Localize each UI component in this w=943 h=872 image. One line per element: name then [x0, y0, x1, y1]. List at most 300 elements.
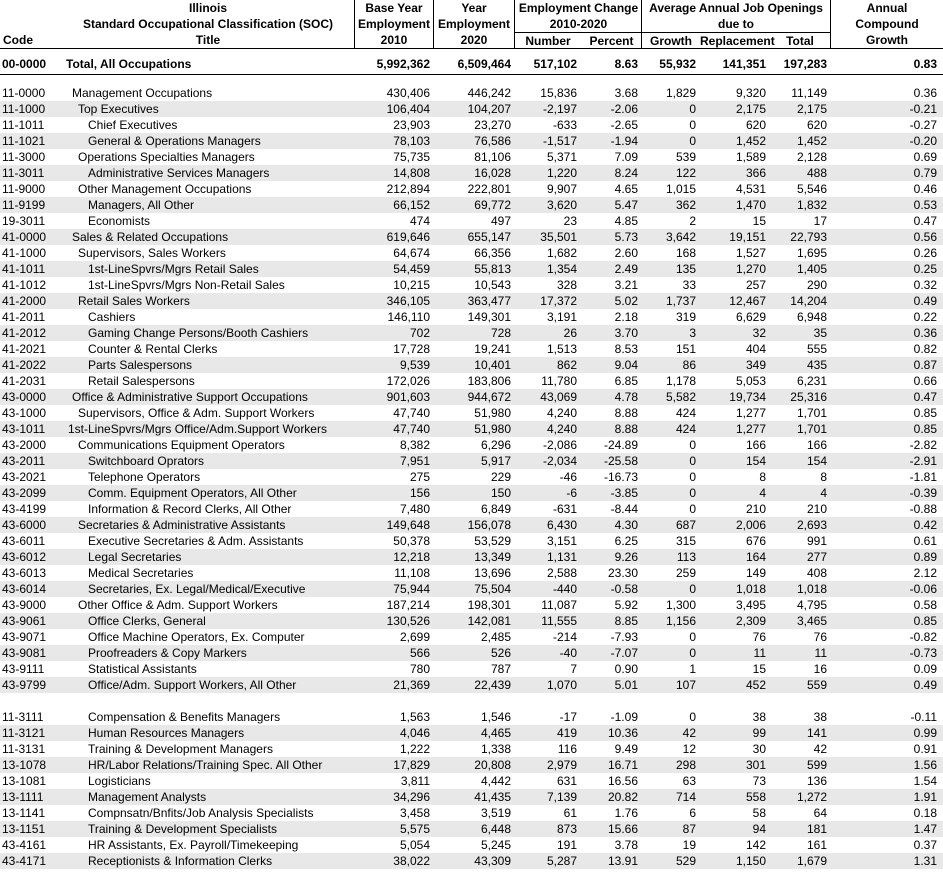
acg-label-1: Annual	[866, 1, 908, 15]
table-row	[0, 245, 943, 261]
table-row	[0, 357, 943, 373]
cell-pct: 7.09	[614, 150, 638, 164]
cell-proj: 229	[490, 470, 511, 484]
cell-acg: 0.49	[913, 678, 937, 692]
cell-chg: 5,371	[546, 150, 577, 164]
cell-chg: 116	[557, 742, 577, 756]
occupation-title-cell: Gaming Change Persons/Booth Cashiers	[88, 326, 309, 340]
table-row	[0, 213, 943, 229]
cell-growth: 3	[689, 326, 696, 340]
cell-chg: 26	[563, 326, 577, 340]
cell-chg: 631	[556, 774, 577, 788]
cell-chg: 1,220	[546, 166, 577, 180]
cell-base: 1,222	[399, 742, 430, 756]
cell-base: 780	[409, 662, 430, 676]
cell-repl: 12,467	[729, 294, 766, 308]
cell-growth: 122	[675, 166, 696, 180]
table-row	[0, 405, 943, 421]
table-row	[0, 277, 943, 293]
cell-growth: 0	[689, 710, 696, 724]
cell-chg: 3,151	[546, 534, 577, 548]
total-replacement: 141,351	[722, 57, 766, 71]
occupation-title-cell: Other Office & Adm. Support Workers	[78, 598, 278, 612]
change-label-1: Employment Change	[518, 1, 639, 15]
cell-base: 10,215	[393, 278, 430, 292]
soc-code-cell: 13-1111	[2, 790, 44, 804]
cell-base: 2,699	[399, 630, 430, 644]
cell-pct: -1.09	[610, 710, 638, 724]
cell-chg: 7,139	[546, 790, 577, 804]
cell-pct: 10.36	[607, 726, 638, 740]
cell-tot: 2,693	[796, 518, 827, 532]
cell-repl: 1,470	[735, 198, 766, 212]
openings-growth-label: Growth	[650, 34, 692, 48]
base-year-label-3: 2010	[380, 33, 408, 47]
cell-repl: 4,531	[735, 182, 766, 196]
table-row	[0, 549, 943, 565]
cell-proj: 66,356	[474, 246, 511, 260]
cell-acg: 0.91	[913, 742, 937, 756]
cell-acg: -0.39	[909, 486, 937, 500]
cell-chg: 1,354	[546, 262, 577, 276]
soc-code-cell: 41-2000	[2, 294, 47, 308]
cell-repl: 257	[745, 278, 766, 292]
cell-base: 172,026	[386, 374, 430, 388]
occupation-title-cell: Other Management Occupations	[78, 182, 252, 196]
proj-year-header	[433, 0, 514, 48]
cell-growth: 3,642	[665, 230, 696, 244]
total-base: 5,992,362	[376, 57, 430, 71]
cell-pct: -8.44	[610, 502, 638, 516]
table-row	[0, 149, 943, 165]
cell-chg: 2,588	[546, 566, 577, 580]
cell-chg: 4,240	[546, 422, 577, 436]
cell-repl: 4	[759, 486, 766, 500]
cell-pct: -1.94	[610, 134, 638, 148]
total-change: 517,102	[533, 57, 577, 71]
cell-chg: 23	[563, 214, 577, 228]
soc-code-cell: 41-2031	[2, 374, 47, 388]
cell-proj: 222,801	[467, 182, 511, 196]
cell-base: 54,459	[393, 262, 430, 276]
cell-tot: 991	[806, 534, 827, 548]
cell-chg: 3,620	[546, 198, 577, 212]
cell-acg: 0.85	[913, 422, 937, 436]
cell-growth: 424	[675, 422, 696, 436]
cell-growth: 0	[689, 486, 696, 500]
cell-repl: 1,527	[735, 246, 766, 260]
cell-chg: 1,131	[546, 550, 577, 564]
cell-growth: 1,156	[665, 614, 696, 628]
cell-chg: -46	[559, 470, 577, 484]
cell-repl: 142	[745, 838, 766, 852]
occupation-title-cell: Office Machine Operators, Ex. Computer	[88, 630, 305, 644]
table-row	[0, 389, 943, 405]
cell-repl: 1,018	[735, 582, 766, 596]
cell-base: 130,526	[386, 614, 430, 628]
table-row	[0, 517, 943, 533]
cell-growth: 168	[675, 246, 696, 260]
cell-proj: 51,980	[474, 406, 511, 420]
cell-acg: 1.91	[913, 790, 937, 804]
cell-acg: -0.82	[909, 630, 937, 644]
cell-base: 5,054	[399, 838, 430, 852]
cell-tot: 277	[806, 550, 827, 564]
cell-repl: 76	[752, 630, 766, 644]
cell-acg: 0.89	[913, 550, 937, 564]
cell-repl: 164	[745, 550, 766, 564]
cell-base: 3,811	[400, 774, 430, 788]
openings-total-label: Total	[786, 34, 814, 48]
soc-code-cell: 43-0000	[2, 390, 47, 404]
occupation-title-cell: Economists	[88, 214, 151, 228]
openings-label-1: Average Annual Job Openings	[649, 1, 823, 15]
cell-chg: -40	[559, 646, 577, 660]
cell-tot: 1,701	[796, 406, 827, 420]
cell-proj: 6,849	[480, 502, 511, 516]
table-row	[0, 757, 943, 773]
cell-proj: 446,242	[467, 86, 511, 100]
cell-repl: 676	[745, 534, 766, 548]
cell-growth: 63	[682, 774, 696, 788]
cell-pct: -16.73	[603, 470, 638, 484]
cell-base: 702	[409, 326, 430, 340]
cell-tot: 1,695	[796, 246, 827, 260]
change-label-2: 2010-2020	[515, 16, 641, 33]
cell-acg: 0.18	[913, 806, 937, 820]
cell-base: 566	[409, 646, 430, 660]
cell-growth: 298	[675, 758, 696, 772]
occupation-title-cell: Management Analysts	[88, 790, 207, 804]
occupation-title-cell: Managers, All Other	[88, 198, 195, 212]
cell-pct: 2.18	[614, 310, 638, 324]
cell-tot: 4,795	[796, 598, 827, 612]
soc-code-cell: 43-6012	[2, 550, 47, 564]
cell-acg: 0.69	[913, 150, 937, 164]
cell-tot: 555	[806, 342, 827, 356]
cell-repl: 1,452	[735, 134, 766, 148]
cell-pct: 8.24	[614, 166, 638, 180]
occupation-title-cell: Training & Development Specialists	[88, 822, 277, 836]
cell-chg: 17,372	[540, 294, 577, 308]
cell-proj: 43,309	[474, 854, 511, 868]
cell-acg: 0.36	[913, 86, 937, 100]
table-row	[0, 613, 943, 629]
cell-pct: 3.21	[614, 278, 638, 292]
table-row	[0, 469, 943, 485]
total-row	[0, 54, 943, 75]
cell-chg: -631	[552, 502, 577, 516]
cell-base: 78,103	[393, 134, 430, 148]
cell-chg: 1,070	[546, 678, 577, 692]
cell-growth: 0	[689, 454, 696, 468]
openings-header	[641, 0, 830, 48]
cell-base: 430,406	[386, 86, 430, 100]
table-row	[0, 85, 943, 101]
cell-proj: 104,207	[467, 102, 511, 116]
total-acg: 0.83	[913, 57, 937, 71]
cell-acg: -0.06	[909, 582, 937, 596]
soc-code-cell: 41-0000	[2, 230, 47, 244]
cell-pct: 0.90	[614, 662, 638, 676]
cell-repl: 404	[745, 342, 766, 356]
cell-acg: -0.21	[909, 102, 937, 116]
cell-growth: 0	[689, 630, 696, 644]
cell-growth: 1,178	[665, 374, 696, 388]
cell-tot: 1,679	[796, 854, 827, 868]
cell-pct: 9.04	[614, 358, 638, 372]
cell-tot: 488	[806, 166, 827, 180]
occupation-title-cell: Legal Secretaries	[88, 550, 182, 564]
code-header	[0, 0, 62, 48]
cell-repl: 19,734	[729, 390, 766, 404]
cell-tot: 17	[813, 214, 827, 228]
cell-chg: -2,197	[542, 102, 577, 116]
cell-proj: 69,772	[474, 198, 511, 212]
cell-growth: 539	[675, 150, 696, 164]
cell-acg: -0.20	[909, 134, 937, 148]
cell-proj: 5,245	[480, 838, 511, 852]
cell-chg: 862	[556, 358, 577, 372]
soc-code-cell: 13-1078	[2, 758, 47, 772]
cell-chg: -633	[552, 118, 577, 132]
cell-base: 619,646	[386, 230, 430, 244]
cell-tot: 408	[806, 566, 827, 580]
cell-chg: 11,780	[541, 374, 577, 388]
soc-code-cell: 19-3011	[2, 214, 46, 228]
cell-acg: -2.82	[909, 438, 937, 452]
cell-proj: 497	[490, 214, 511, 228]
cell-proj: 655,147	[467, 230, 511, 244]
occupation-title-cell: 1st-LineSpvrs/Mgrs Retail Sales	[88, 262, 259, 276]
table-row	[0, 181, 943, 197]
soc-code-cell: 43-4161	[2, 838, 47, 852]
cell-tot: 136	[806, 774, 827, 788]
soc-code-cell: 41-2021	[2, 342, 47, 356]
cell-proj: 81,106	[474, 150, 511, 164]
soc-code-cell: 11-1000	[2, 102, 46, 116]
cell-acg: -2.91	[909, 454, 937, 468]
cell-growth: 0	[689, 470, 696, 484]
cell-chg: 15,836	[540, 86, 577, 100]
cell-acg: 0.61	[913, 534, 937, 548]
cell-proj: 149,301	[467, 310, 511, 324]
cell-acg: 0.58	[913, 598, 937, 612]
soc-code-cell: 11-3121	[2, 726, 46, 740]
openings-replacement-label: Replacement	[700, 34, 775, 48]
cell-chg: 328	[556, 278, 577, 292]
cell-base: 5,575	[399, 822, 430, 836]
code-header-label: Code	[3, 33, 33, 47]
cell-acg: 0.66	[913, 374, 937, 388]
occupation-title-cell: Sales & Related Occupations	[72, 230, 229, 244]
cell-growth: 424	[675, 406, 696, 420]
cell-chg: 11,087	[541, 598, 577, 612]
cell-repl: 366	[745, 166, 766, 180]
cell-repl: 301	[745, 758, 766, 772]
cell-growth: 87	[682, 822, 696, 836]
cell-acg: 0.53	[913, 198, 937, 212]
soc-code-cell: 11-3011	[2, 166, 45, 180]
soc-code-cell: 41-2011	[2, 310, 46, 324]
cell-tot: 1,405	[796, 262, 827, 276]
cell-chg: 7	[570, 662, 577, 676]
cell-repl: 210	[745, 502, 766, 516]
cell-tot: 14,204	[790, 294, 827, 308]
acg-label-3: Growth	[866, 33, 908, 47]
cell-growth: 1,015	[665, 182, 696, 196]
occupation-title-cell: Receptionists & Information Clerks	[88, 854, 273, 868]
cell-growth: 0	[689, 438, 696, 452]
cell-tot: 435	[806, 358, 827, 372]
cell-pct: 15.66	[607, 822, 638, 836]
cell-proj: 1,546	[480, 710, 511, 724]
cell-base: 17,728	[393, 342, 430, 356]
change-percent-label: Percent	[589, 34, 634, 48]
cell-acg: -0.27	[909, 118, 937, 132]
cell-proj: 787	[490, 662, 511, 676]
proj-year-label-1: Year	[461, 1, 487, 15]
cell-base: 346,105	[386, 294, 430, 308]
cell-pct: 1.76	[614, 806, 638, 820]
table-row	[0, 677, 943, 693]
cell-repl: 1,589	[735, 150, 766, 164]
table-row	[0, 261, 943, 277]
cell-growth: 107	[675, 678, 696, 692]
table-row	[0, 565, 943, 581]
total-proj: 6,509,464	[457, 57, 511, 71]
occupation-title-cell: Secretaries & Administrative Assistants	[78, 518, 286, 532]
soc-code-cell: 43-1000	[2, 406, 47, 420]
cell-pct: 2.60	[614, 246, 638, 260]
table-row	[0, 645, 943, 661]
soc-code-cell: 11-1021	[2, 134, 46, 148]
cell-base: 11,108	[394, 566, 430, 580]
soc-code-cell: 43-2099	[2, 486, 47, 500]
cell-proj: 6,296	[480, 438, 511, 452]
cell-repl: 1,277	[735, 406, 766, 420]
occupation-title-cell: Counter & Rental Clerks	[88, 342, 218, 356]
occupation-title-cell: Top Executives	[78, 102, 159, 116]
soc-code-cell: 13-1081	[2, 774, 47, 788]
cell-tot: 35	[813, 326, 827, 340]
soc-code-cell: 43-2000	[2, 438, 47, 452]
soc-code-cell: 11-0000	[2, 86, 46, 100]
occupation-title-cell: Logisticians	[88, 774, 151, 788]
cell-tot: 154	[806, 454, 827, 468]
base-year-label-1: Base Year	[365, 1, 423, 15]
cell-pct: 5.01	[614, 678, 638, 692]
cell-growth: 687	[675, 518, 696, 532]
table-row	[0, 821, 943, 837]
occupation-title-cell: Training & Development Managers	[88, 742, 273, 756]
cell-base: 7,951	[399, 454, 430, 468]
cell-growth: 113	[676, 550, 696, 564]
cell-tot: 620	[806, 118, 827, 132]
cell-chg: 191	[556, 838, 577, 852]
openings-label-2: due to	[642, 16, 830, 33]
cell-growth: 1,300	[665, 598, 696, 612]
cell-proj: 526	[490, 646, 511, 660]
cell-growth: 0	[689, 582, 696, 596]
cell-repl: 1,270	[735, 262, 766, 276]
cell-pct: -2.65	[610, 118, 638, 132]
cell-tot: 166	[806, 438, 827, 452]
cell-growth: 1,737	[665, 294, 696, 308]
cell-tot: 1,832	[796, 198, 827, 212]
cell-acg: 0.42	[913, 518, 937, 532]
cell-growth: 0	[689, 134, 696, 148]
cell-acg: 0.82	[913, 342, 937, 356]
cell-tot: 141	[806, 726, 827, 740]
cell-chg: 2,979	[546, 758, 577, 772]
occupation-title-cell: Retail Sales Workers	[78, 294, 190, 308]
cell-pct: 23.30	[607, 566, 638, 580]
cell-base: 901,603	[386, 390, 430, 404]
cell-pct: -24.89	[603, 438, 638, 452]
occupation-section-1	[0, 85, 943, 693]
cell-chg: 11,555	[541, 614, 577, 628]
cell-pct: 20.82	[607, 790, 638, 804]
soc-code-cell: 41-1012	[2, 278, 47, 292]
cell-repl: 73	[752, 774, 766, 788]
cell-chg: -214	[552, 630, 577, 644]
table-row	[0, 853, 943, 869]
cell-proj: 944,672	[467, 390, 511, 404]
total-openings: 197,283	[783, 57, 827, 71]
soc-code-cell: 43-2011	[2, 454, 46, 468]
cell-chg: 5,287	[546, 854, 577, 868]
cell-acg: 0.32	[913, 278, 937, 292]
cell-acg: 0.49	[913, 294, 937, 308]
cell-proj: 156,078	[467, 518, 511, 532]
cell-base: 66,152	[393, 198, 430, 212]
cell-acg: -0.73	[909, 646, 937, 660]
table-row	[0, 725, 943, 741]
cell-acg: 0.56	[913, 230, 937, 244]
table-header	[0, 0, 943, 49]
cell-base: 38,022	[393, 854, 430, 868]
cell-repl: 58	[752, 806, 766, 820]
table-row	[0, 117, 943, 133]
cell-repl: 620	[745, 118, 766, 132]
cell-growth: 135	[675, 262, 696, 276]
table-row	[0, 789, 943, 805]
cell-proj: 6,448	[480, 822, 511, 836]
cell-repl: 19,151	[729, 230, 766, 244]
table-row	[0, 661, 943, 677]
state-label: Illinois	[188, 1, 227, 15]
soc-code-cell: 13-1151	[2, 822, 46, 836]
cell-repl: 149	[745, 566, 766, 580]
cell-repl: 5,053	[735, 374, 766, 388]
cell-pct: 5.92	[614, 598, 638, 612]
cell-proj: 13,696	[474, 566, 511, 580]
cell-tot: 38	[813, 710, 827, 724]
cell-tot: 599	[806, 758, 827, 772]
cell-pct: 8.88	[614, 422, 638, 436]
cell-base: 75,735	[393, 150, 430, 164]
cell-growth: 0	[689, 118, 696, 132]
cell-pct: 13.91	[607, 854, 638, 868]
table-row	[0, 133, 943, 149]
cell-acg: 1.31	[913, 854, 937, 868]
cell-growth: 1,829	[665, 86, 696, 100]
cell-tot: 1,452	[796, 134, 827, 148]
cell-acg: 0.26	[913, 246, 937, 260]
cell-pct: 3.78	[614, 838, 638, 852]
cell-repl: 2,006	[735, 518, 766, 532]
